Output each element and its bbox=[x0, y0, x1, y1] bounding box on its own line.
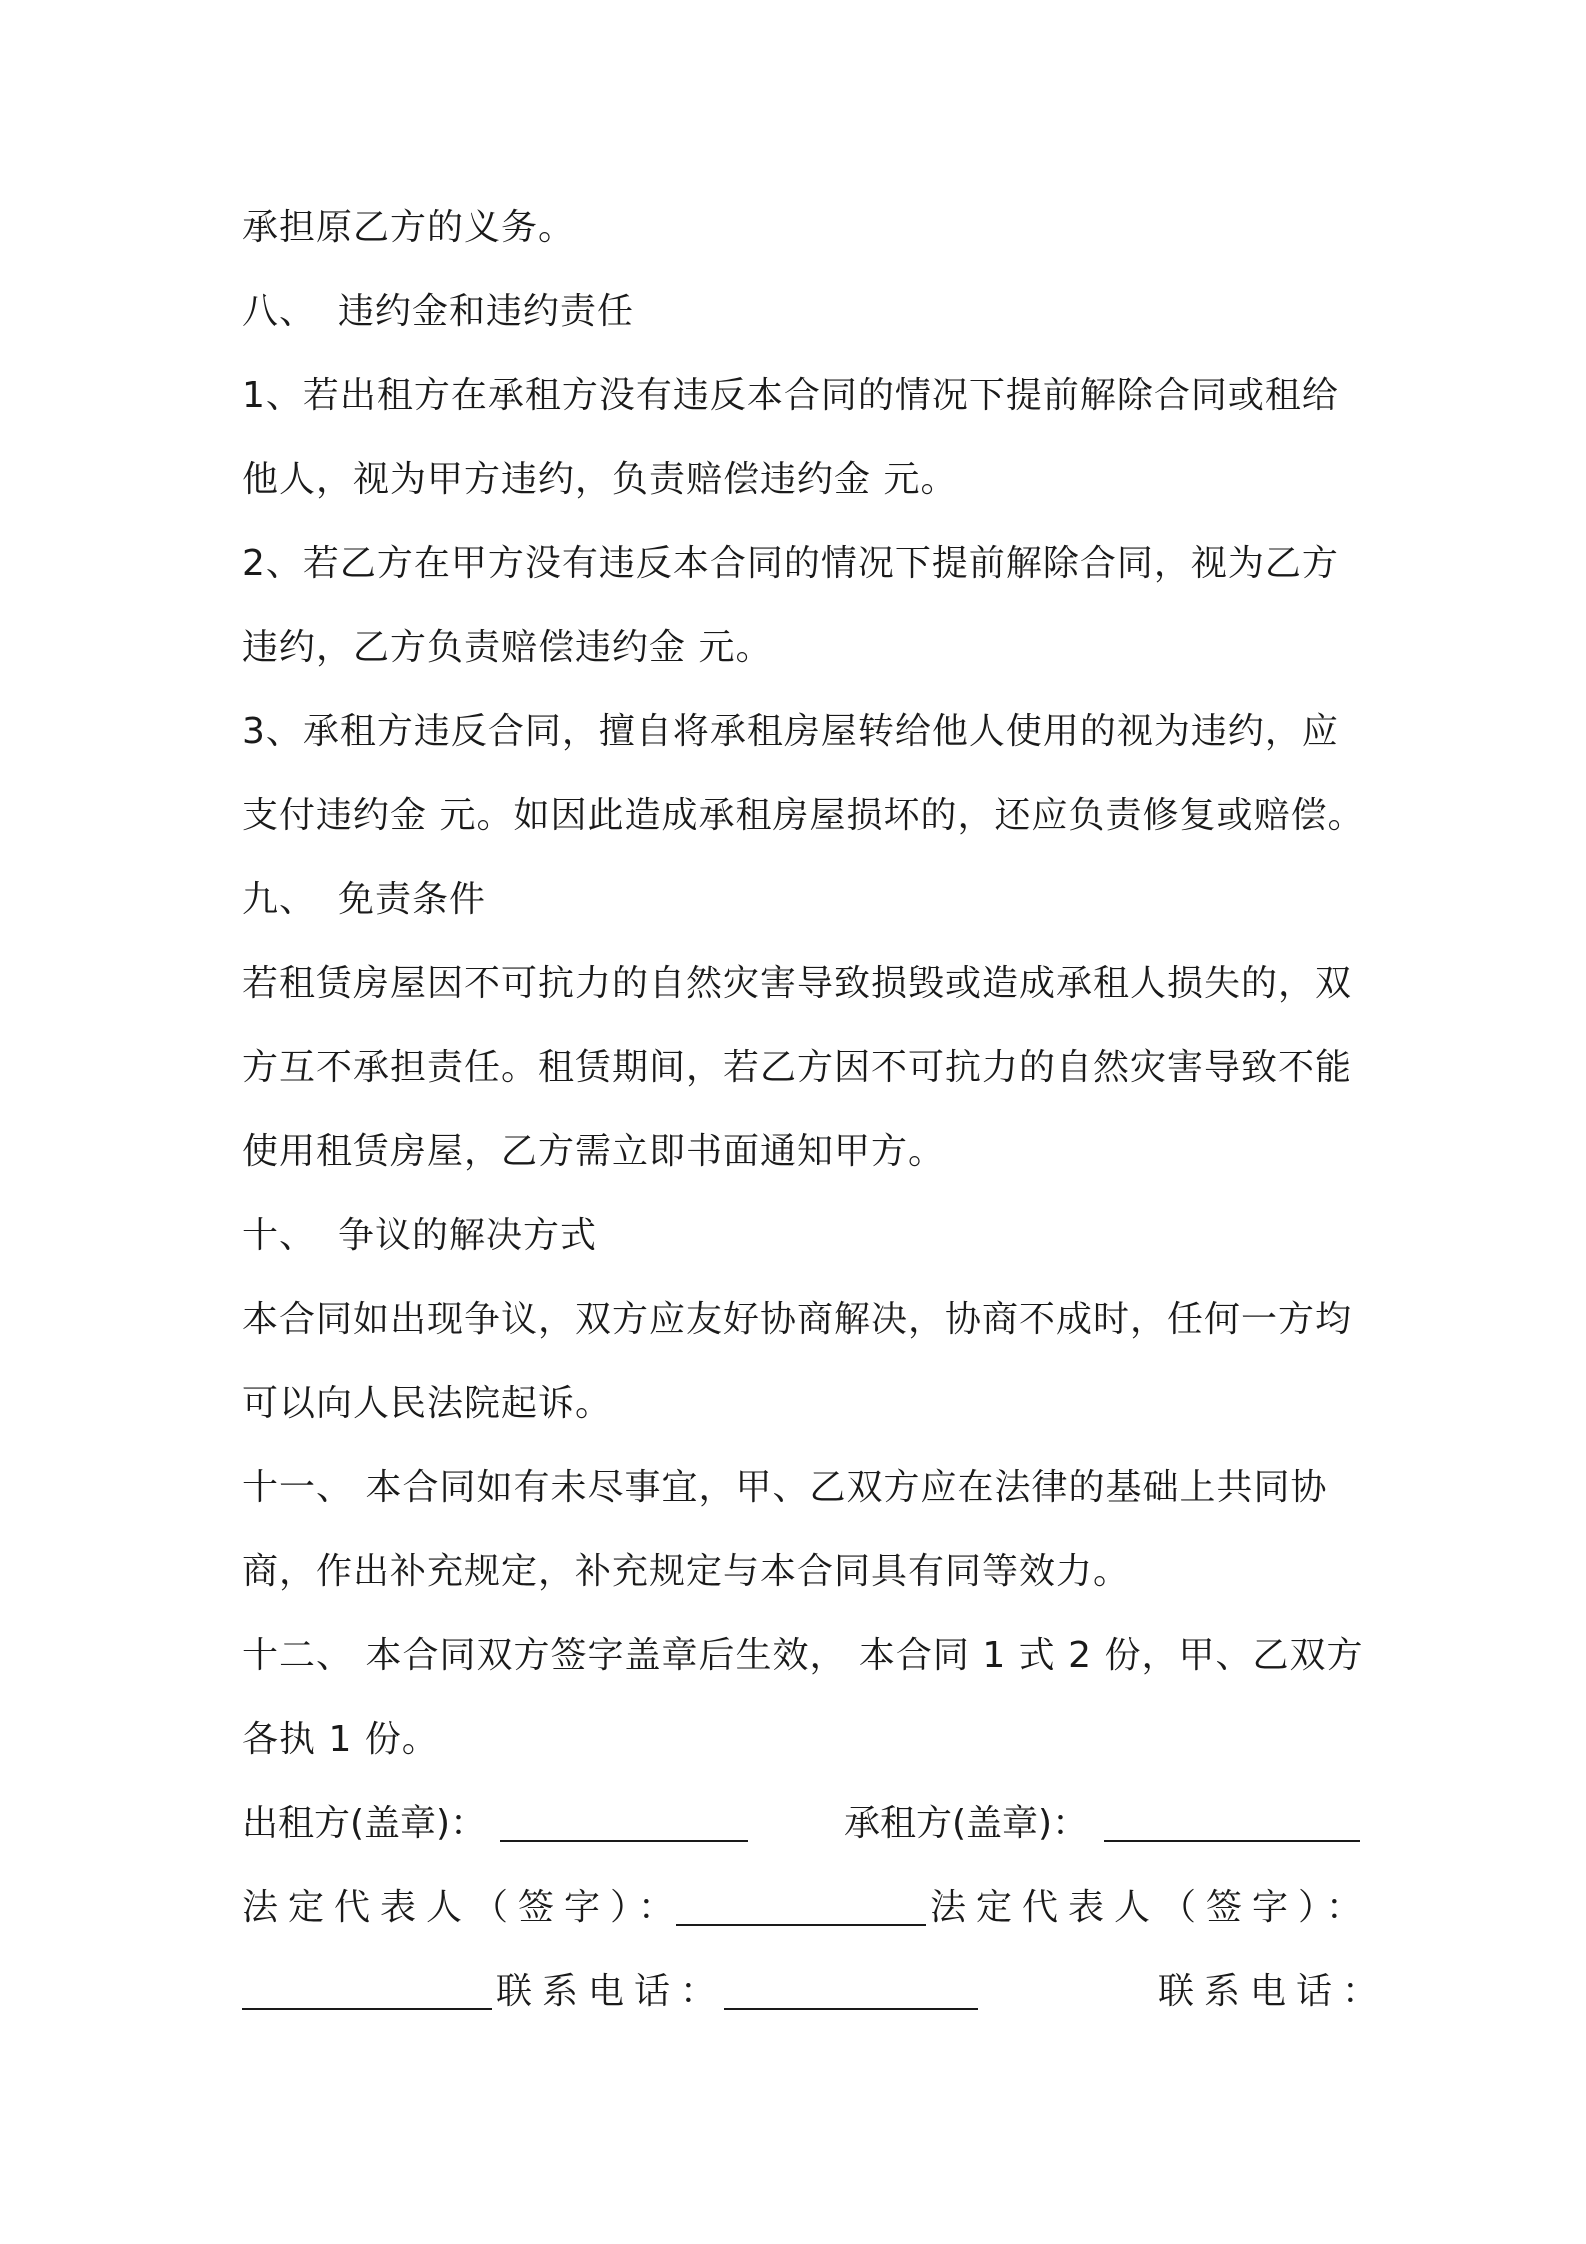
lessee-seal-label: 承租方(盖章)： bbox=[844, 1803, 1089, 1844]
section-number: 十、 bbox=[242, 1215, 317, 1256]
paragraph-line: 他人，视为甲方违约，负责赔偿违约金 元。 bbox=[242, 459, 958, 500]
paragraph-line: 十一、 本合同如有未尽事宜，甲、乙双方应在法律的基础上共同协 bbox=[242, 1467, 1328, 1508]
paragraph-line: 十二、 本合同双方签字盖章后生效， 本合同 1 式 2 份，甲、乙双方 bbox=[242, 1635, 1364, 1676]
signature-row-seal bbox=[242, 1800, 1362, 1848]
section-number: 八、 bbox=[242, 291, 317, 332]
lessor-rep-blank bbox=[676, 1888, 926, 1926]
paragraph-line: 本合同如出现争议，双方应友好协商解决，协商不成时，任何一方均 bbox=[242, 1299, 1353, 1340]
section-number: 九、 bbox=[242, 879, 317, 920]
paragraph-line: 商，作出补充规定，补充规定与本合同具有同等效力。 bbox=[242, 1551, 1131, 1592]
lessee-phone-label: 联系电话： bbox=[1158, 1971, 1389, 2012]
paragraph-line: 1、若出租方在承租方没有违反本合同的情况下提前解除合同或租给 bbox=[242, 375, 1339, 416]
section-title: 争议的解决方式 bbox=[338, 1215, 598, 1256]
section-heading-10 bbox=[242, 1212, 1362, 1260]
lessee-seal-blank bbox=[1104, 1804, 1360, 1842]
lessor-seal-blank bbox=[500, 1804, 748, 1842]
paragraph-line: 违约，乙方负责赔偿违约金 元。 bbox=[242, 627, 773, 668]
paragraph-line: 各执 1 份。 bbox=[242, 1719, 439, 1760]
lessee-rep-label: 法定代表人（签字）： bbox=[930, 1887, 1373, 1928]
paragraph-line: 3、承租方违反合同，擅自将承租房屋转给他人使用的视为违约，应 bbox=[242, 711, 1339, 752]
paragraph-line: 使用租赁房屋，乙方需立即书面通知甲方。 bbox=[242, 1131, 946, 1172]
section-heading-8 bbox=[242, 288, 1362, 336]
paragraph-line: 方互不承担责任。租赁期间，若乙方因不可抗力的自然灾害导致不能 bbox=[242, 1047, 1353, 1088]
lessor-phone-label: 联系电话： bbox=[496, 1971, 727, 2012]
signature-row-rep bbox=[242, 1884, 1373, 1932]
section-title: 违约金和违约责任 bbox=[338, 291, 635, 332]
lessor-phone-blank bbox=[724, 1972, 978, 2010]
paragraph-line: 若租赁房屋因不可抗力的自然灾害导致损毁或造成承租人损失的，双 bbox=[242, 963, 1353, 1004]
lessor-rep-label: 法定代表人（签字）： bbox=[242, 1887, 685, 1928]
section-title: 免责条件 bbox=[338, 879, 487, 920]
section-heading-9 bbox=[242, 876, 1362, 924]
paragraph-line: 2、若乙方在甲方没有违反本合同的情况下提前解除合同，视为乙方 bbox=[242, 543, 1339, 584]
lessee-rep-blank bbox=[242, 1972, 492, 2010]
paragraph-line: 支付违约金 元。如因此造成承租房屋损坏的，还应负责修复或赔偿。 bbox=[242, 795, 1365, 836]
paragraph-line: 承担原乙方的义务。 bbox=[242, 207, 576, 248]
paragraph-line: 可以向人民法院起诉。 bbox=[242, 1383, 613, 1424]
signature-row-phone bbox=[242, 1968, 1389, 2016]
lessor-seal-label: 出租方(盖章)： bbox=[242, 1803, 487, 1844]
